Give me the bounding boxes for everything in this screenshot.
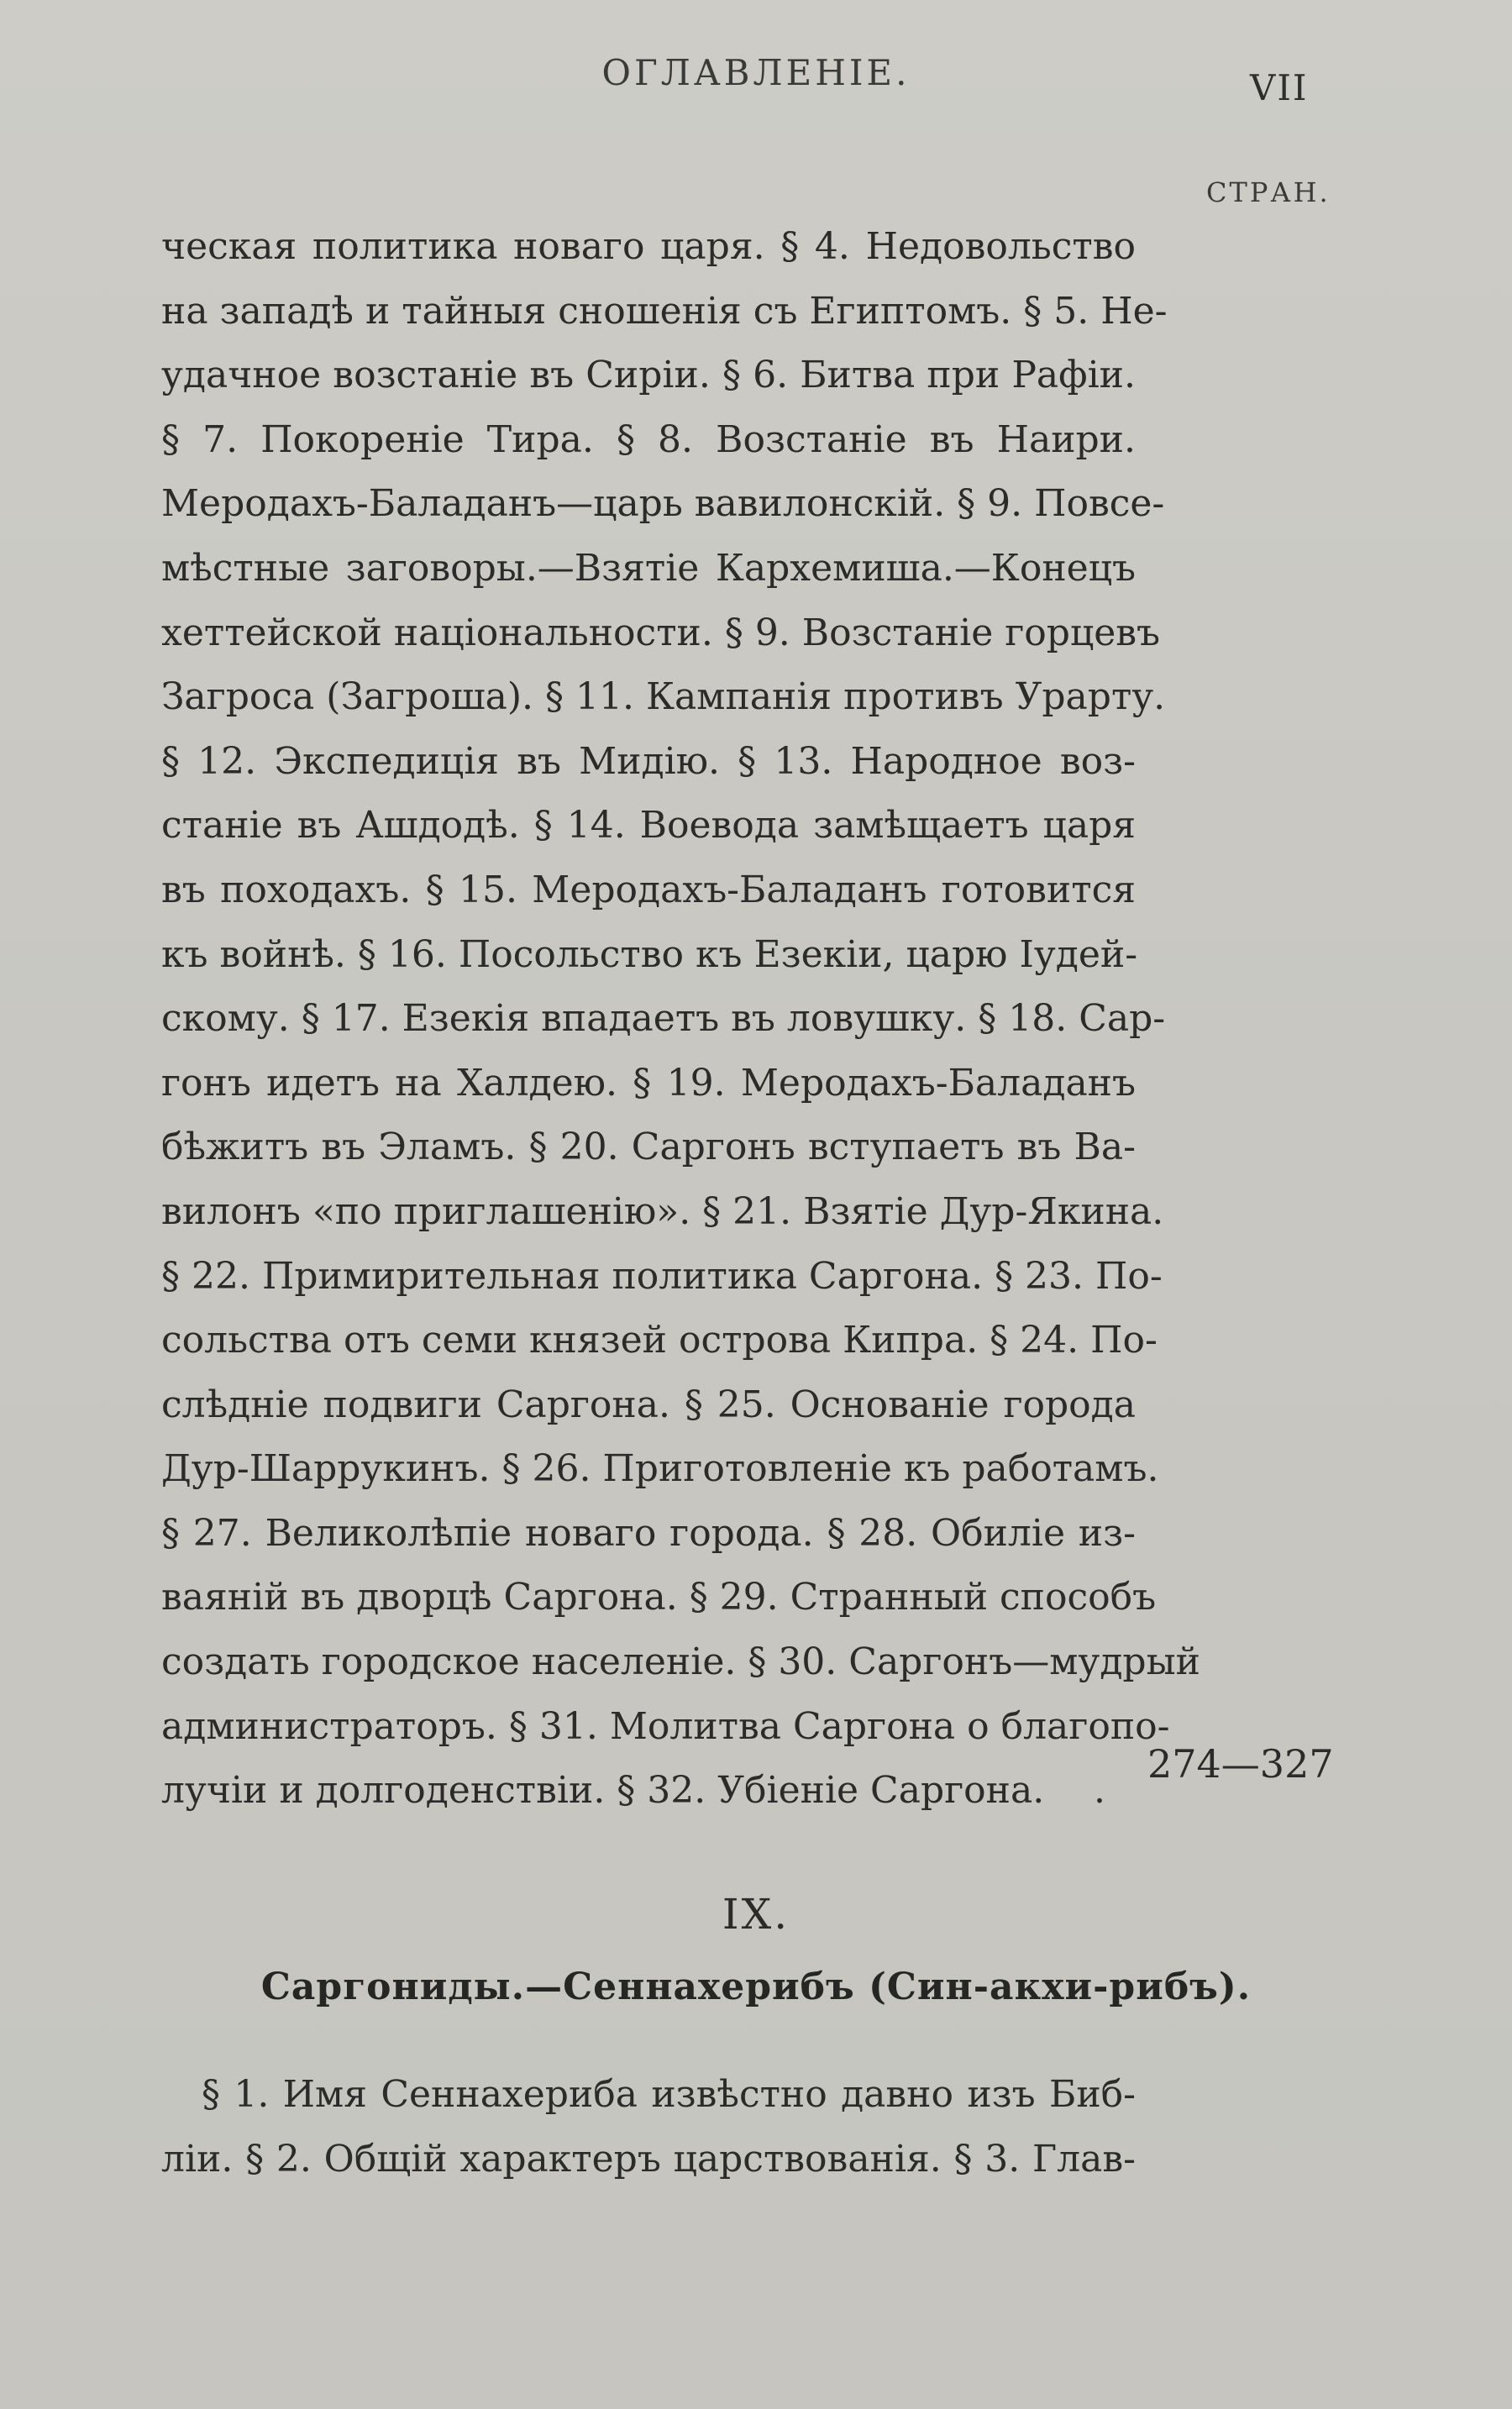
toc-line: удачное возстаніе въ Сиріи. § 6. Битва при Рафіи. [161, 354, 1136, 397]
toc-line: § 1. Имя Сеннахериба извѣстно давно изъ Биб- [202, 2073, 1136, 2116]
running-title: ОГЛАВЛЕНІЕ. [601, 52, 911, 93]
toc-line: ліи. § 2. Общій характеръ царствованія. § 3. Глав- [161, 2137, 1136, 2181]
toc-line: сольства отъ семи князей острова Кипра. § 24. По- [161, 1319, 1158, 1362]
toc-line: Загроса (Загроша). § 11. Кампанія противъ Урарту. [161, 675, 1166, 719]
toc-line: къ войнѣ. § 16. Посольство къ Езекіи, царю Іудей- [161, 932, 1138, 976]
toc-entry-chapter-ix [161, 2063, 1136, 2191]
toc-line: бѣжитъ въ Эламъ. § 20. Саргонъ вступаетъ въ Ва- [161, 1126, 1136, 1169]
toc-line: § 7. Покореніе Тира. § 8. Возстаніе въ Наири. [161, 417, 1136, 461]
pages-column-header: СТРАН. [1206, 176, 1331, 208]
toc-line: создать городское населеніе. § 30. Саргонъ—мудрый [161, 1640, 1200, 1684]
toc-line: Дур-Шаррукинъ. § 26. Приготовленіе къ работамъ. [161, 1447, 1159, 1491]
toc-line: § 27. Великолѣпіе новаго города. § 28. Обиліе из- [161, 1511, 1136, 1555]
page-number: VII [1250, 67, 1309, 108]
toc-line: станіе въ Ашдодѣ. § 14. Воевода замѣщаетъ царя [161, 804, 1136, 848]
toc-line-text: лучіи и долгоденствіи. § 32. Убіеніе Саргона. [161, 1769, 1045, 1813]
chapter-numeral: IX. [722, 1890, 790, 1939]
toc-line: въ походахъ. § 15. Меродахъ-Баладанъ готовится [161, 868, 1136, 911]
toc-line: § 12. Экспедиція въ Мидію. § 13. Народное воз- [161, 739, 1136, 783]
toc-line: администраторъ. § 31. Молитва Саргона о благопо- [161, 1704, 1170, 1748]
chapter-title: Саргониды.—Сеннахерибъ (Син-акхи-рибъ). [260, 1966, 1252, 2008]
toc-line: мѣстные заговоры.—Взятіе Кархемиша.—Конецъ [161, 546, 1136, 590]
toc-line: гонъ идетъ на Халдею. § 19. Меродахъ-Баладанъ [161, 1061, 1136, 1105]
toc-line: ваяній въ дворцѣ Саргона. § 29. Странный способъ [161, 1576, 1157, 1619]
toc-line: ческая политика новаго царя. § 4. Недовольство [161, 225, 1136, 268]
toc-line: Меродахъ-Баладанъ—царь вавилонскій. § 9. Повсе- [161, 482, 1165, 526]
toc-line: скому. § 17. Езекія впадаетъ въ ловушку. § 18. Сар- [161, 997, 1166, 1041]
dot-leader: . [1094, 1769, 1105, 1813]
toc-line: вилонъ «по приглашенію». § 21. Взятіе Дур-Якина. [161, 1189, 1164, 1233]
toc-line: на западѣ и тайныя сношенія съ Египтомъ. § 5. Не- [161, 289, 1168, 333]
toc-line-last [161, 1759, 1136, 1824]
toc-line: хеттейской національности. § 9. Возстаніе горцевъ [161, 611, 1161, 654]
page-range: 274—327 [1147, 1741, 1334, 1787]
toc-line: слѣдніе подвиги Саргона. § 25. Основаніе города [161, 1383, 1136, 1426]
toc-line: § 22. Примирительная политика Саргона. § 23. По- [161, 1254, 1163, 1298]
toc-entry-chapter-viii [161, 215, 1200, 1824]
